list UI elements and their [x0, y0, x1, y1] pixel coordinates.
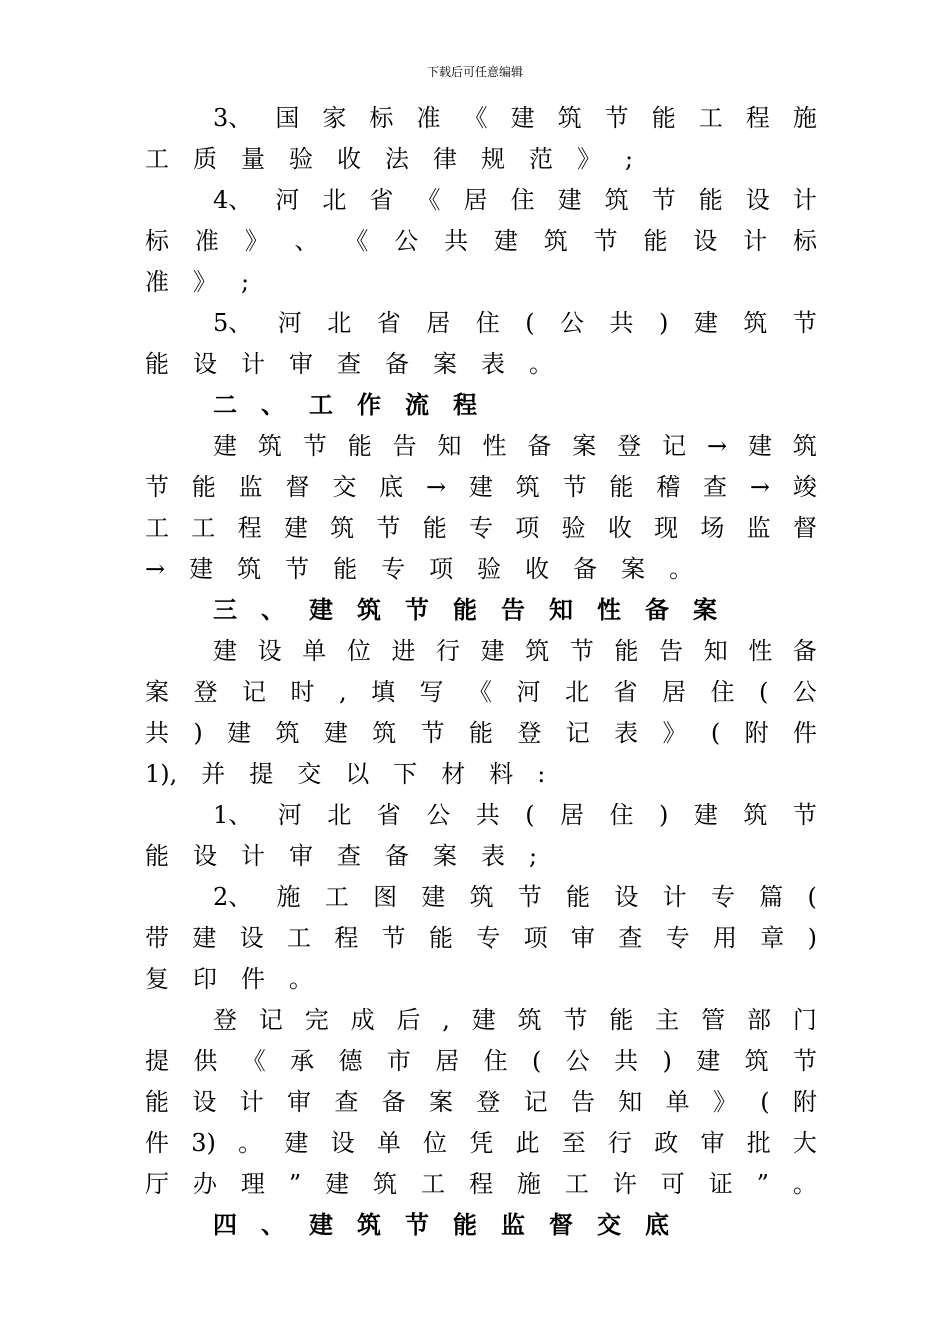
paragraph-line: 厅 办 理 ” 建 筑 工 程 施 工 许 可 证 ” 。	[145, 1170, 817, 1198]
paragraph-line: 2、 施 工 图 建 筑 节 能 设 计 专 篇 (	[213, 883, 817, 911]
paragraph-line: 件 3) 。 建 设 单 位 凭 此 至 行 政 审 批 大	[145, 1129, 817, 1157]
paragraph-line: 准 》 ;	[145, 268, 250, 296]
paragraph-line: 1、 河 北 省 公 共 ( 居 住 ) 建 筑 节	[213, 801, 817, 829]
paragraph-line: 建 设 单 位 进 行 建 筑 节 能 告 知 性 备	[213, 637, 817, 665]
paragraph-line: 能 设 计 审 查 备 案 表 。	[145, 350, 553, 378]
paragraph-line: 3、 国 家 标 准 《 建 筑 节 能 工 程 施	[213, 104, 817, 132]
paragraph-line: 5、 河 北 省 居 住 ( 公 共 ) 建 筑 节	[213, 309, 817, 337]
paragraph-line: 提 供 《 承 德 市 居 住 ( 公 共 ) 建 筑 节	[145, 1047, 817, 1075]
paragraph-line: 工 工 程 建 筑 节 能 专 项 验 收 现 场 监 督	[145, 514, 817, 542]
paragraph-line: 复 印 件 。	[145, 965, 313, 993]
paragraph-line: 登 记 完 成 后 , 建 筑 节 能 主 管 部 门	[213, 1006, 817, 1034]
section-heading: 三 、 建 筑 节 能 告 知 性 备 案	[213, 596, 717, 624]
paragraph-line: → 建 筑 节 能 专 项 验 收 备 案 。	[145, 555, 694, 583]
paragraph-line: 工 质 量 验 收 法 律 规 范 》 ;	[145, 145, 634, 173]
paragraph-line: 案 登 记 时 , 填 写 《 河 北 省 居 住 ( 公	[145, 678, 817, 706]
section-heading: 二 、 工 作 流 程	[213, 391, 477, 419]
paragraph-line: 标 准 》 、 《 公 共 建 筑 节 能 设 计 标	[145, 227, 817, 255]
paragraph-line: 能 设 计 审 查 备 案 表 ;	[145, 842, 538, 870]
paragraph-line: 建 筑 节 能 告 知 性 备 案 登 记 → 建 筑	[213, 432, 817, 460]
paragraph-line: 节 能 监 督 交 底 → 建 筑 节 能 稽 查 → 竣	[145, 473, 817, 501]
paragraph-line: 共 ) 建 筑 建 筑 节 能 登 记 表 》 ( 附 件	[145, 719, 817, 747]
paragraph-line: 带 建 设 工 程 节 能 专 项 审 查 专 用 章 )	[145, 924, 817, 952]
section-heading: 四 、 建 筑 节 能 监 督 交 底	[213, 1211, 669, 1239]
document-body	[145, 98, 817, 1246]
paragraph-line: 能 设 计 审 查 备 案 登 记 告 知 单 》 ( 附	[145, 1088, 817, 1116]
page-header: 下载后可任意编辑	[426, 65, 523, 79]
paragraph-line: 4、 河 北 省 《 居 住 建 筑 节 能 设 计	[213, 186, 817, 214]
paragraph-line: 1), 并 提 交 以 下 材 料 :	[145, 760, 546, 788]
